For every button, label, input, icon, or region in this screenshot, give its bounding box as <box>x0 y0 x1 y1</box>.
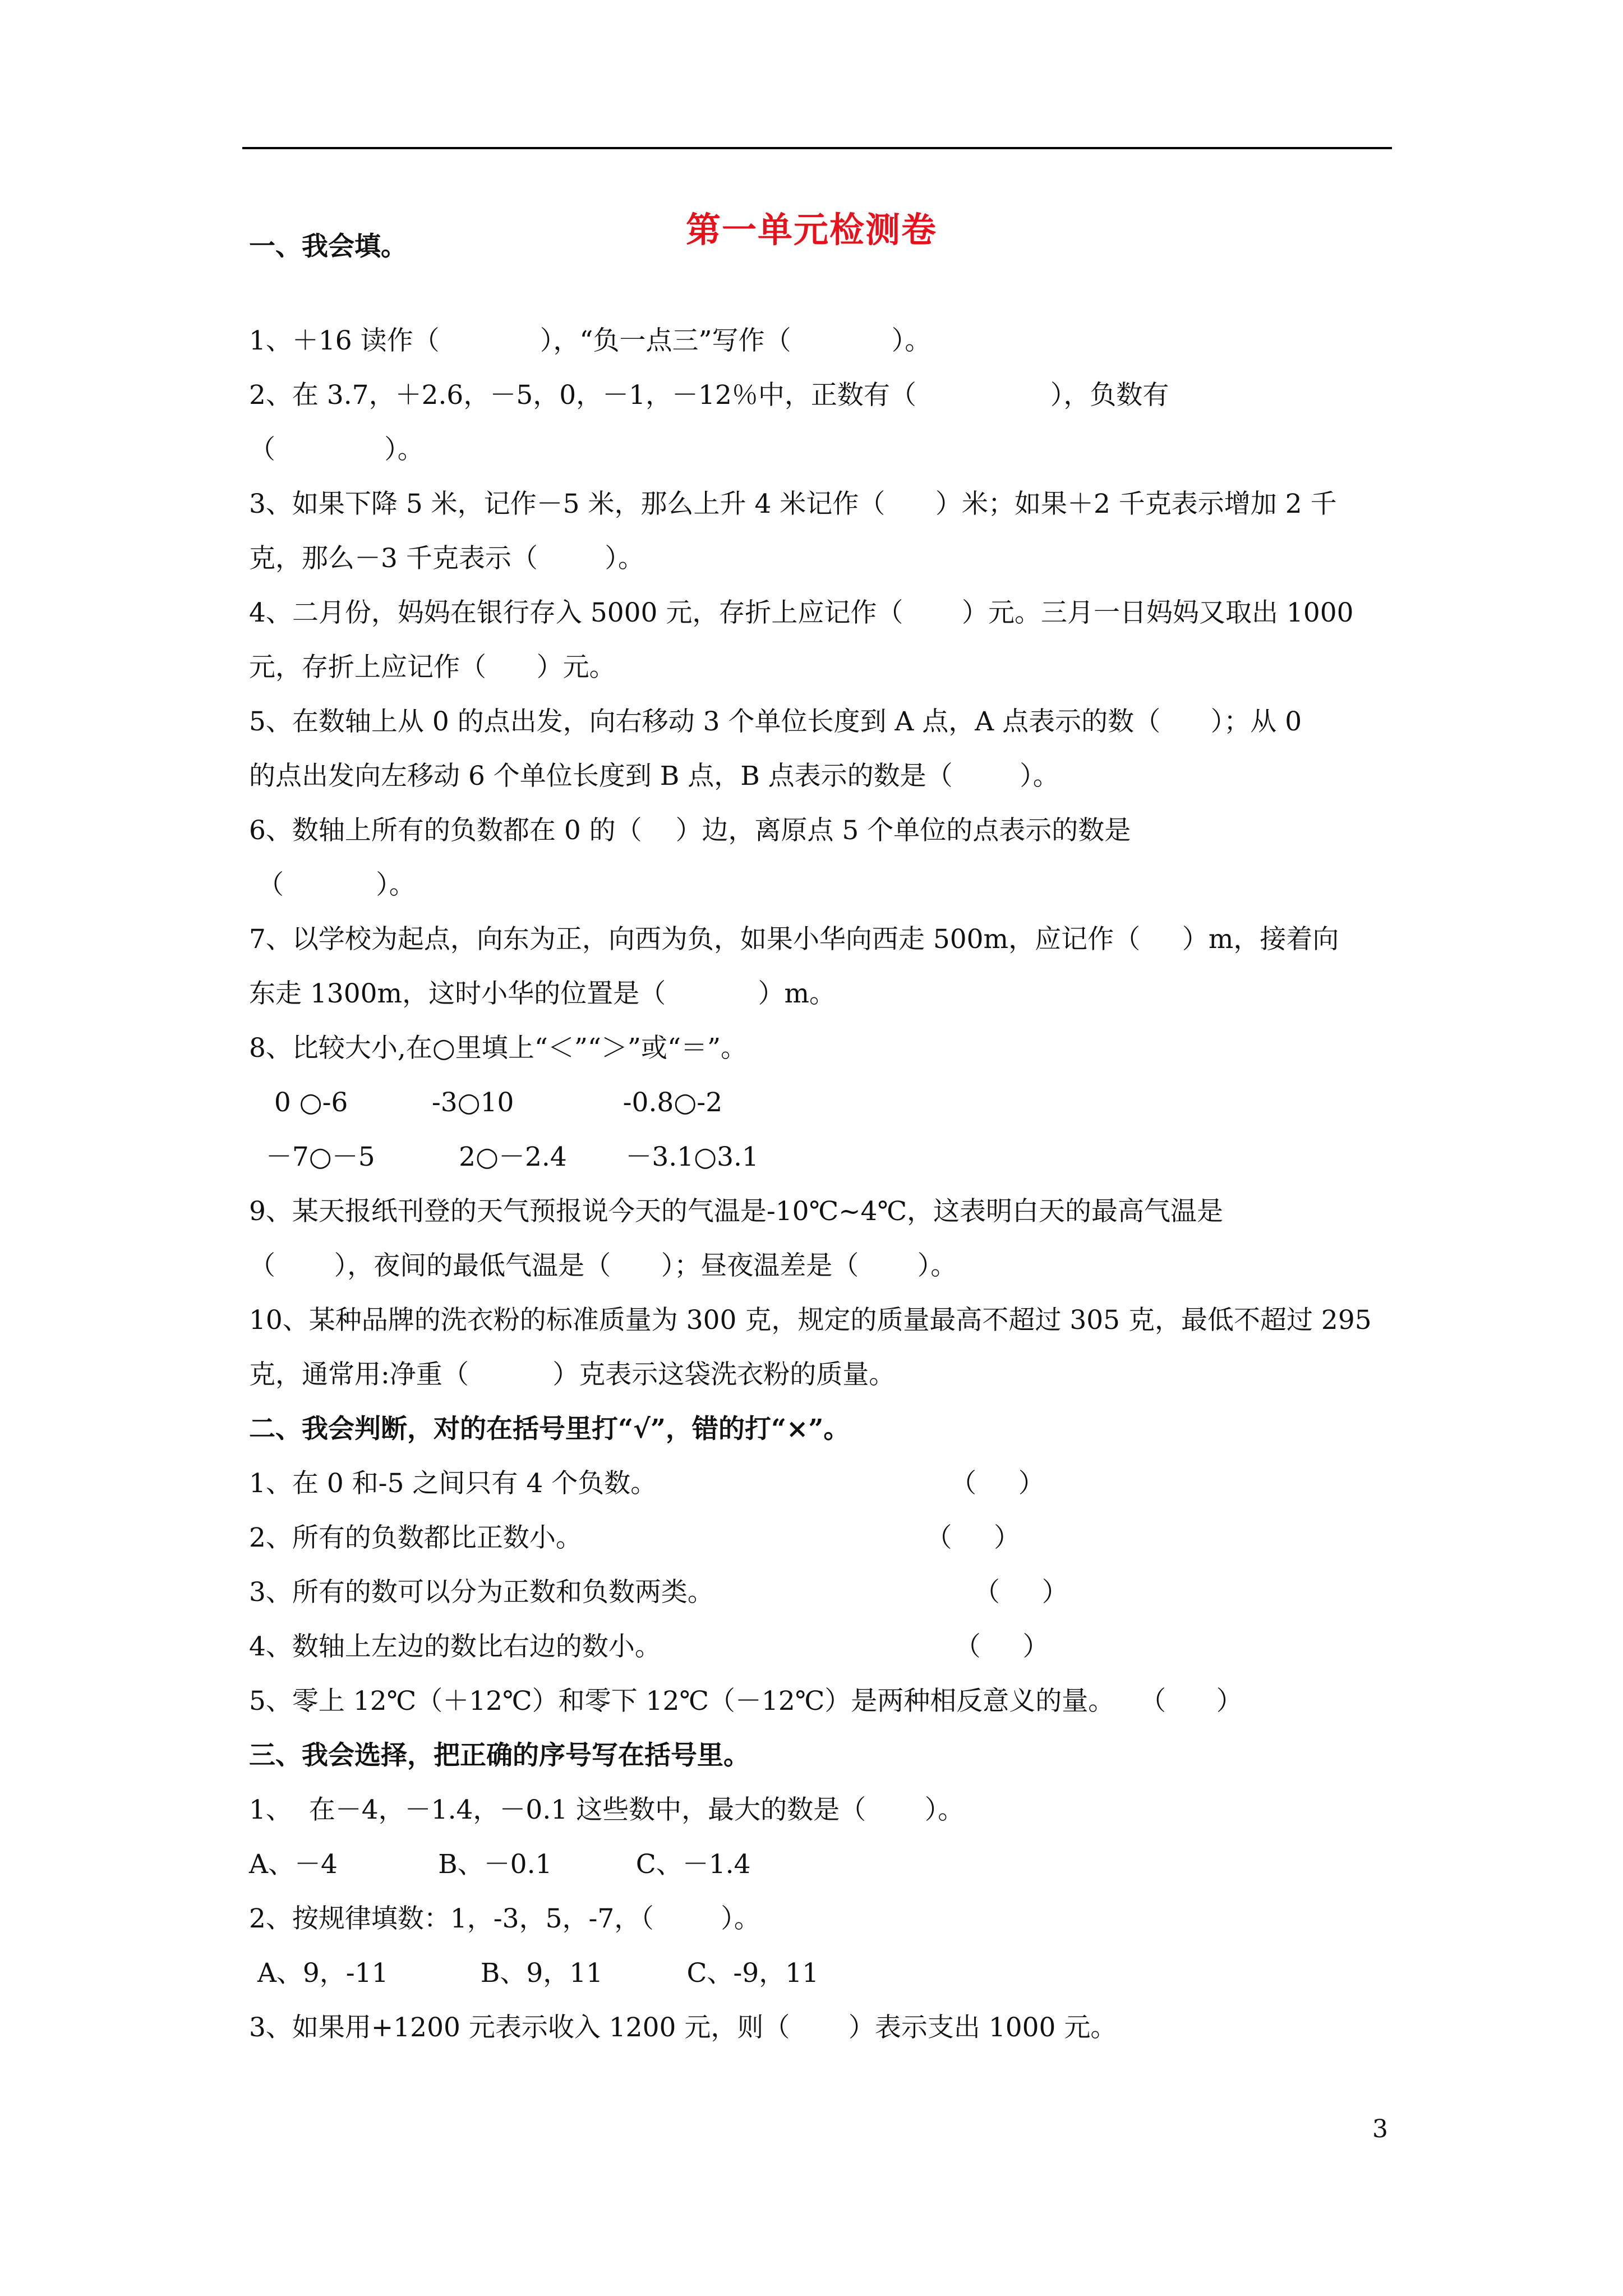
judgment-item: 1、在 0 和-5 之间只有 4 个负数。 （ ） <box>249 1468 1045 1499</box>
question-line: 4、二月份，妈妈在银行存入 5000 元，存折上应记作（ ）元。三月一日妈妈又取出 1000 <box>249 597 1354 628</box>
judgment-item: 4、数轴上左边的数比右边的数小。 （ ） <box>249 1631 1049 1662</box>
question-line: 3、如果下降 5 米，记作－5 米，那么上升 4 米记作（ ）米；如果＋2 千克表示增加 2 千 <box>249 489 1337 519</box>
section-heading-3: 三、我会选择，把正确的序号写在括号里。 <box>249 1740 750 1771</box>
page-number: 3 <box>1372 2115 1388 2143</box>
choice-options: A、9，-11 B、9，11 C、-9，11 <box>249 1958 819 1989</box>
header-rule <box>242 147 1392 149</box>
question-line: 克，通常用:净重（ ）克表示这袋洗衣粉的质量。 <box>249 1359 896 1390</box>
section-heading-1: 一、我会填。 <box>249 231 407 262</box>
question-line: 6、数轴上所有的负数都在 0 的（ ）边，离原点 5 个单位的点表示的数是 <box>249 815 1131 846</box>
question-line: 9、某天报纸刊登的天气预报说今天的气温是-10℃~4℃，这表明白天的最高气温是 <box>249 1196 1224 1227</box>
question-line: 5、在数轴上从 0 的点出发，向右移动 3 个单位长度到 A 点，A 点表示的数（ ）；从 0 <box>249 706 1302 737</box>
question-line: （ ）。 <box>249 434 424 465</box>
question-line: 8、比较大小,在○里填上“＜”“＞”或“＝”。 <box>249 1033 748 1064</box>
choice-question: 2、按规律填数：1，-3，5，-7，（ ）。 <box>249 1903 760 1934</box>
section-heading-2: 二、我会判断，对的在括号里打“√”，错的打“×”。 <box>249 1414 850 1444</box>
question-line: 东走 1300m，这时小华的位置是（ ）m。 <box>249 978 836 1009</box>
judgment-item: 2、所有的负数都比正数小。 （ ） <box>249 1522 1021 1553</box>
question-line: 2、在 3.7，＋2.6，－5，0，－1，－12％中，正数有（ ），负数有 <box>249 380 1169 411</box>
judgment-item: 3、所有的数可以分为正数和负数两类。 （ ） <box>249 1577 1068 1608</box>
question-line: （ ），夜间的最低气温是（ ）；昼夜温差是（ ）。 <box>249 1250 957 1281</box>
choice-options: A、－4 B、－0.1 C、－1.4 <box>249 1849 751 1880</box>
comparison-row: 0 ○-6 -3○10 -0.8○-2 <box>249 1087 723 1118</box>
question-line: 的点出发向左移动 6 个单位长度到 B 点，B 点表示的数是（ ）。 <box>249 761 1059 792</box>
choice-question: 1、 在－4，－1.4，－0.1 这些数中，最大的数是（ ）。 <box>249 1795 965 1825</box>
choice-question: 3、如果用+1200 元表示收入 1200 元，则（ ）表示支出 1000 元。 <box>249 2012 1117 2043</box>
page-title: 第一单元检测卷 <box>685 209 937 250</box>
judgment-item: 5、零上 12℃（＋12℃）和零下 12℃（－12℃）是两种相反意义的量。 （ ） <box>249 1686 1243 1717</box>
question-line: 10、某种品牌的洗衣粉的标准质量为 300 克，规定的质量最高不超过 305 克，最低不超过 295 <box>249 1305 1372 1336</box>
question-line: 7、以学校为起点，向东为正，向西为负，如果小华向西走 500m，应记作（ ）m，接着向 <box>249 924 1339 955</box>
question-line: 元，存折上应记作（ ）元。 <box>249 652 616 683</box>
comparison-row: －7○－5 2○－2.4 －3.1○3.1 <box>249 1142 759 1172</box>
question-line: 克，那么－3 千克表示（ ）。 <box>249 543 644 574</box>
question-line: 1、＋16 读作（ ），“负一点三”写作（ ）。 <box>249 325 932 356</box>
question-line: （ ）。 <box>249 869 416 900</box>
